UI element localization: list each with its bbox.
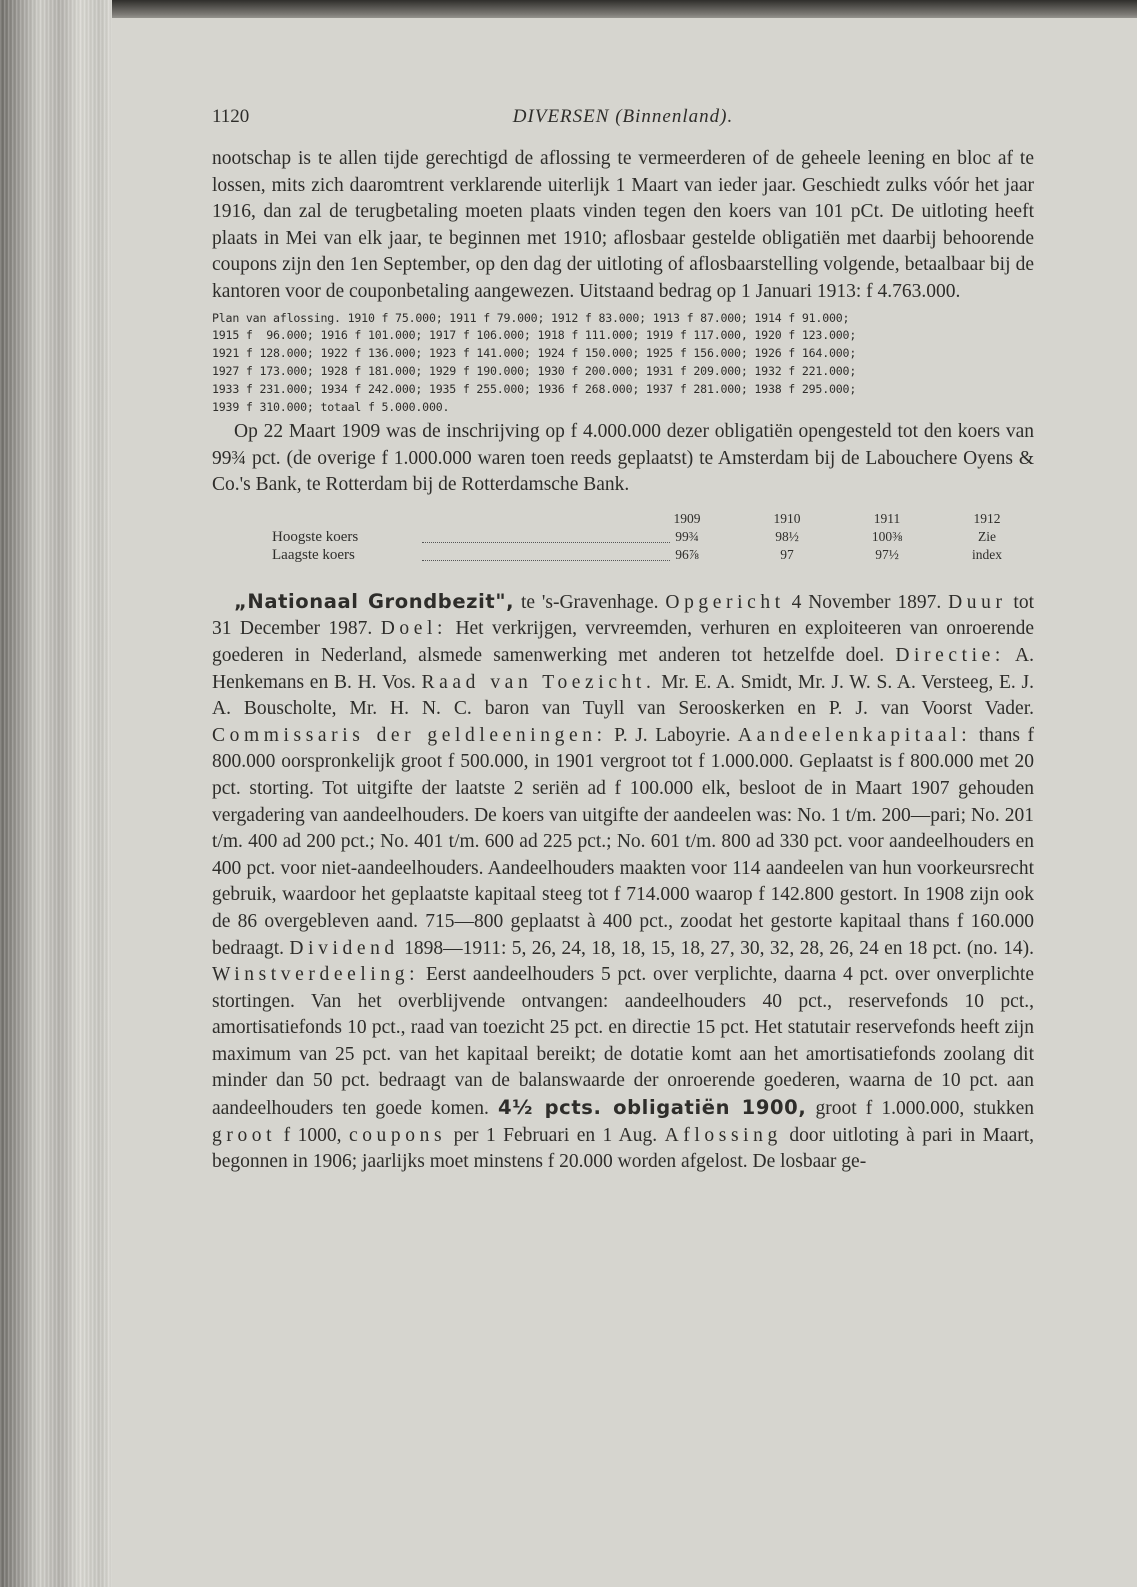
koers-value: 98½ xyxy=(775,528,799,544)
koers-value: 97 xyxy=(780,546,794,562)
koers-row-laagste xyxy=(272,546,1002,565)
label-dividend: Dividend xyxy=(289,937,399,959)
koers-value: 99¾ xyxy=(675,528,699,544)
text-duur: tot 31 December 1987. xyxy=(212,591,1034,640)
text-opgericht: 4 November 1897. xyxy=(791,591,942,613)
plan-line: 1927 f 173.000; 1928 f 181.000; 1929 f 190.000; 1930 f 200.000; 1931 f 209.000; 1932 f 221.000; xyxy=(212,364,857,379)
paragraph-loan-terms: nootschap is te allen tijde gerechtigd de aflossing te vermeerderen of de geheele leening en bloc af te lossen, mits zich daaromtrent verklarende uiterlijk 1 Maart van ieder jaar. Geschiedt zulks vóór het jaar 1916, dan zal de terugbetaling moeten plaats vinden tegen den koers van 101 pCt. De uitloting heeft plaats in Mei van elk jaar, te beginnen met 1910; aflosbaar gestelde obligatiën met daarbij behoorende coupons zijn den 1en September, op den dag der uitloting of aflosbaarstelling volgende, betaalbaar bij de kantoren voor de couponbetaling aangewezen. Uitstaand bedrag op 1 Januari 1913: f 4.763.000. xyxy=(212,148,1034,302)
paragraph-subscription: Op 22 Maart 1909 was de inschrijving op f 4.000.000 dezer obligatiën opengesteld tot den koers van 99¾ pct. (de overige f 1.000.000 waren toen reeds geplaatst) te Amsterdam bij de Labouchere Oyens & Co.'s Bank, te Rotterdam bij de Rotterdamsche Bank. xyxy=(212,421,1034,496)
label-doel: Doel: xyxy=(380,618,448,640)
label-opgericht: Opgericht xyxy=(665,591,785,613)
company-place: te 's-Gravenhage. xyxy=(520,591,659,613)
plan-line: 1921 f 128.000; 1922 f 136.000; 1923 f 141.000; 1924 f 150.000; 1925 f 156.000; 1926 f 164.000; xyxy=(212,346,857,361)
label-obligatien: 4½ pcts. obligatiën 1900, xyxy=(498,1096,807,1120)
text-dividend: 1898—1911: 5, 26, 24, 18, 18, 15, 18, 27, 30, 32, 28, 26, 24 en 18 pct. (no. 14). xyxy=(404,937,1034,959)
text-aflossing: door uitloting à pari in Maart, begonnen in 1906; jaarlijks moet minstens f 20.000 worden afgelost. De losbaar ge- xyxy=(212,1124,1035,1173)
company-entry-nationaal-grondbezit xyxy=(212,589,1034,1176)
book-page xyxy=(112,18,1137,1587)
text-winstverdeeling: Eerst aandeelhouders 5 pct. over verplichte, daarna 4 pct. over onverplichte stortingen. Van het overblijvende ontvangen: aandeelhouders 40 pct., reservefonds 10 pct., amortisatiefonds 10 pct., raad van toezicht 25 pct. en directie 15 pct. Het statutair reservefonds heeft zijn maximum van 25 pct. van het kapitaal bereikt; de dotatie komt aan het amortisatiefonds zoolang dit minder dan 50 pct. bedraagt van de balanswaarde der onroerende goederen, waarna de 10 pct. aan aandeelhouders ten goede komen. xyxy=(212,964,1034,1120)
koers-row-hoogste xyxy=(272,528,996,547)
label-aflossing: Aflossing xyxy=(664,1124,782,1146)
book-binding xyxy=(0,0,112,1587)
koers-value: 97½ xyxy=(875,546,899,562)
text-directie: A. Henkemans en B. H. Vos. xyxy=(212,644,1034,693)
year-header: 1911 xyxy=(873,510,901,526)
page-number: 1120 xyxy=(212,106,250,127)
year-header: 1909 xyxy=(673,510,701,526)
plan-line: 1915 f 96.000; 1916 f 101.000; 1917 f 106.000; 1918 f 111.000; 1919 f 117.000, 1920 f 123.000; xyxy=(212,328,857,343)
running-title: DIVERSEN (Binnenland). xyxy=(512,106,734,127)
text-raad-van-toezicht: Mr. E. A. Smidt, Mr. J. W. S. A. Versteeg, E. J. A. Bouscholte, Mr. H. N. C. baron van Tuyll van Serooskerken en P. J. van Voorst Vader. xyxy=(212,671,1035,720)
label-aandeelenkapitaal: Aandeelenkapitaal: xyxy=(738,724,972,746)
text-doel: Het verkrijgen, vervreemden, verhuren en exploiteeren van onroerende goederen in Nederland, alsmede samenwerking met anderen tot hetzelfde doel. xyxy=(212,618,1034,666)
text-coupons: per 1 Februari en 1 Aug. xyxy=(453,1124,658,1146)
label-groot: groot xyxy=(212,1124,277,1146)
text-commissaris: P. J. Laboyrie. xyxy=(614,724,731,746)
leader-dots xyxy=(422,547,670,561)
plan-van-aflossing xyxy=(212,310,1034,417)
text-aandeelenkapitaal: thans f 800.000 oorspronkelijk groot f 500.000, in 1901 vergroot tot f 1.000.000. Geplaatst is f 800.000 met 20 pct. storting. Tot uitgifte der laatste 2 seriën ad f 100.000 elk, besloot de in Maart 1907 gehouden vergadering van aandeelhouders. De koers van uitgifte der aandeelen was: No. 1 t/m. 200—pari; No. 201 t/m. 400 ad 200 pct.; No. 401 t/m. 600 ad 225 pct.; No. 601 t/m. 800 ad 330 pct. voor aandeelhouders en 400 pct. voor niet-aandeelhouders. Aandeelhouders maakten voor 114 aandeelen van hun voorkeursrecht gebruik, waardoor het geplaatste kapitaal steeg tot f 714.000 waarop f 142.800 gestort. In 1908 zijn ook de 86 overgebleven aand. 715—800 geplaatst à 400 pct., zoodat het gestorte kapitaal thans f 160.000 bedraagt. xyxy=(212,724,1035,959)
label-duur: Duur xyxy=(948,591,1007,613)
plan-line: 1939 f 310.000; totaal f 5.000.000. xyxy=(212,400,450,415)
year-header: 1910 xyxy=(773,510,801,526)
koers-value: Zie xyxy=(978,528,996,544)
koers-value: 100⅜ xyxy=(871,528,903,544)
page-content xyxy=(212,106,1034,1176)
koers-value: index xyxy=(972,546,1002,562)
leader-dots xyxy=(422,529,670,543)
label-raad-van-toezicht: Raad van Toezicht. xyxy=(421,671,656,693)
plan-line: Plan van aflossing. 1910 f 75.000; 1911 f 79.000; 1912 f 83.000; 1913 f 87.000; 1914 f 91.000; xyxy=(212,310,850,325)
company-name: „Nationaal Grondbezit", xyxy=(234,589,515,613)
label-directie: Directie: xyxy=(895,644,1005,666)
text-obligatien: groot f 1.000.000, stukken xyxy=(815,1098,1034,1120)
year-header: 1912 xyxy=(973,510,1001,526)
label-commissaris: Commissaris der geldleeningen: xyxy=(212,724,607,746)
koers-table xyxy=(212,511,1034,563)
plan-line: 1933 f 231.000; 1934 f 242.000; 1935 f 255.000; 1936 f 268.000; 1937 f 281.000; 1938 f 295.000; xyxy=(212,382,857,397)
row-label: Laagste koers xyxy=(272,546,355,563)
text-groot: f 1000, xyxy=(283,1124,342,1146)
koers-value: 96⅞ xyxy=(675,546,699,562)
page-header xyxy=(212,106,1034,146)
label-coupons: coupons xyxy=(348,1124,447,1146)
label-winstverdeeling: Winstverdeeling: xyxy=(212,964,420,986)
row-label: Hoogste koers xyxy=(272,528,359,545)
koers-header-row xyxy=(272,510,1001,529)
